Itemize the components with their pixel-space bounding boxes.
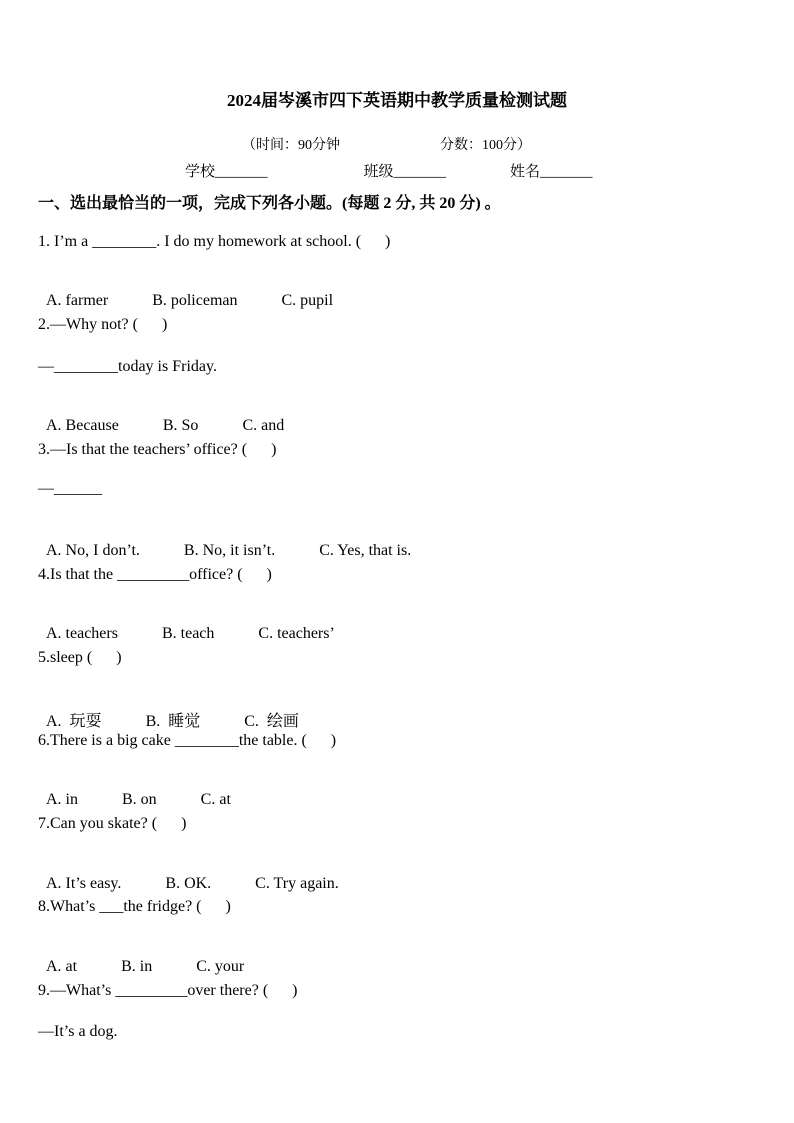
school-field[interactable]: 学校_______ [185, 164, 268, 180]
option-c[interactable]: C. Try again. [255, 875, 339, 892]
question-options [38, 773, 231, 809]
option-a[interactable]: A. teachers [46, 625, 118, 642]
exam-score: 分数：100分） [440, 138, 531, 153]
option-b[interactable]: B. So [162, 417, 199, 434]
option-a[interactable]: A. farmer [46, 292, 109, 309]
question-stem: 5.sleep ( ) [38, 649, 122, 666]
question-options [38, 857, 339, 893]
option-b[interactable]: B. No, it isn’t. [183, 542, 276, 559]
question-stem: 1. I’m a ________. I do my homework at school. ( ) [38, 233, 391, 250]
option-c[interactable]: C. 绘画 [244, 713, 299, 730]
option-c[interactable]: C. Yes, that is. [319, 542, 412, 559]
option-b[interactable]: B. teach [161, 625, 215, 642]
option-b[interactable]: B. 睡觉 [145, 713, 201, 730]
question-stem: 8.What’s ___the fridge? ( ) [38, 898, 231, 915]
option-b[interactable]: B. on [122, 791, 157, 808]
option-a[interactable]: A. at [46, 958, 78, 975]
option-b[interactable]: B. policeman [152, 292, 238, 309]
exam-info [235, 118, 531, 154]
page-title: 2024届岑溪市四下英语期中教学质量检测试题 [227, 91, 567, 110]
option-b[interactable]: B. OK. [165, 875, 212, 892]
name-field[interactable]: 姓名_______ [510, 164, 593, 180]
option-a[interactable]: A. in [46, 791, 78, 808]
question-options [38, 524, 411, 560]
exam-time: （时间：90分钟 [242, 138, 340, 153]
question-options [38, 274, 333, 310]
question-stem: 4.Is that the _________office? ( ) [38, 566, 272, 583]
question-stem: 3.—Is that the teachers’ office? ( ) [38, 441, 277, 458]
section-heading: 一、选出最恰当的一项，完成下列各小题。(每题 2 分, 共 20 分) 。 [38, 195, 501, 212]
option-a[interactable]: A. Because [46, 417, 119, 434]
question-options [38, 399, 284, 435]
question-stem: 9.—What’s _________over there? ( ) [38, 982, 298, 999]
option-c[interactable]: C. your [196, 958, 245, 975]
student-info-row [185, 160, 593, 181]
question-dialogue: —It’s a dog. [38, 1023, 118, 1040]
option-a[interactable]: A. No, I don’t. [46, 542, 140, 559]
option-a[interactable]: A. 玩耍 [46, 713, 102, 730]
question-stem: 2.—Why not? ( ) [38, 316, 168, 333]
option-c[interactable]: C. teachers’ [258, 625, 335, 642]
question-options [38, 607, 335, 643]
question-options [38, 690, 299, 731]
question-dialogue: —________today is Friday. [38, 358, 217, 375]
option-c[interactable]: C. pupil [281, 292, 334, 309]
option-b[interactable]: B. in [121, 958, 153, 975]
question-options [38, 940, 244, 976]
class-field[interactable]: 班级_______ [363, 164, 447, 180]
question-dialogue: —______ [38, 480, 102, 497]
option-c[interactable]: C. at [200, 791, 231, 808]
option-a[interactable]: A. It’s easy. [46, 875, 122, 892]
question-stem: 7.Can you skate? ( ) [38, 815, 187, 832]
question-stem: 6.There is a big cake ________the table. ( ) [38, 732, 337, 749]
option-c[interactable]: C. and [242, 417, 285, 434]
